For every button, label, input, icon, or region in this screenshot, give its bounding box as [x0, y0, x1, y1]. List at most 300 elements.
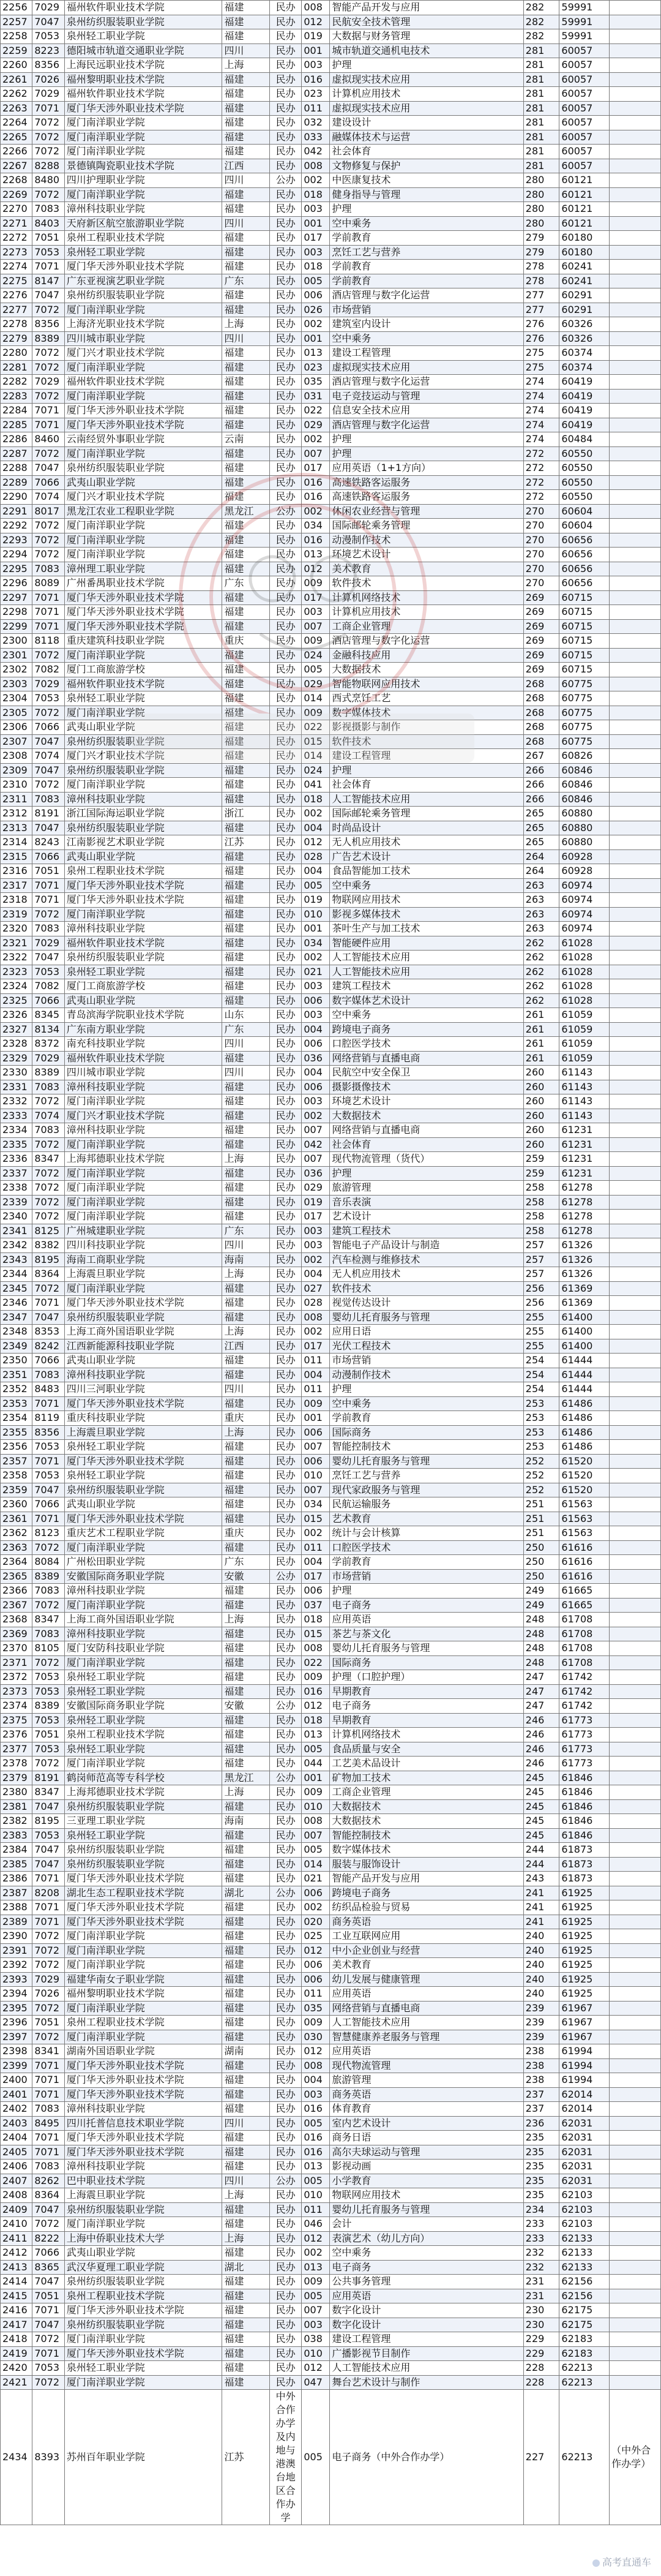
- school-code: 7026: [32, 72, 64, 87]
- school-name: 厦门南洋职业学院: [64, 130, 222, 145]
- table-row: [1, 2260, 661, 2275]
- major-name: 商务英语: [330, 1915, 523, 1929]
- table-row: [1, 446, 661, 461]
- min-score: 231: [523, 2289, 559, 2303]
- school-type: 民办: [269, 590, 301, 605]
- min-score: 230: [523, 2318, 559, 2332]
- major-code: 008: [302, 1310, 330, 1325]
- min-rank: 60419: [559, 389, 610, 404]
- row-index: 2340: [1, 1210, 32, 1224]
- min-rank: 60715: [559, 605, 610, 620]
- min-rank: 62031: [559, 2116, 610, 2131]
- min-rank: 60550: [559, 446, 610, 461]
- min-score: 262: [523, 936, 559, 951]
- note: [610, 2030, 661, 2044]
- note: [610, 1354, 661, 1368]
- major-code: 006: [302, 1037, 330, 1052]
- note: [610, 2145, 661, 2160]
- min-rank: 62133: [559, 2260, 610, 2275]
- min-score: 281: [523, 130, 559, 145]
- min-score: 240: [523, 1987, 559, 2002]
- school-code: 7071: [32, 2145, 64, 2160]
- school-name: 泉州轻工职业学院: [64, 965, 222, 979]
- major-name: 护理: [330, 763, 523, 778]
- min-rank: 61143: [559, 1080, 610, 1094]
- major-name: 护理: [330, 202, 523, 217]
- table-row: [1, 2116, 661, 2131]
- major-code: 021: [302, 965, 330, 979]
- school-code: 7071: [32, 1296, 64, 1311]
- note: [610, 1281, 661, 1296]
- note: [610, 1152, 661, 1167]
- school-code: 7066: [32, 1354, 64, 1368]
- province: 上海: [222, 317, 270, 332]
- school-type: 民办: [269, 1382, 301, 1397]
- min-rank: 60656: [559, 533, 610, 548]
- school-type: 民办: [269, 605, 301, 620]
- school-code: 8119: [32, 1411, 64, 1426]
- province: 福建: [222, 1857, 270, 1872]
- major-name: 网络营销与直播电商: [330, 1051, 523, 1066]
- province: 福建: [222, 893, 270, 908]
- row-index: 2307: [1, 734, 32, 749]
- major-code: 015: [302, 734, 330, 749]
- province: 福建: [222, 29, 270, 44]
- major-name: 舞台艺术设计与制作: [330, 2375, 523, 2390]
- row-index: 2348: [1, 1325, 32, 1339]
- major-name: 电子商务: [330, 1598, 523, 1613]
- school-name: 武夷山职业学院: [64, 849, 222, 864]
- min-rank: 61742: [559, 1670, 610, 1685]
- table-row: [1, 1210, 661, 1224]
- table-row: [1, 1195, 661, 1210]
- school-code: 8460: [32, 432, 64, 447]
- row-index: 2318: [1, 893, 32, 908]
- row-index: 2392: [1, 1958, 32, 1973]
- note: [610, 1785, 661, 1800]
- note: [610, 187, 661, 202]
- school-code: 7071: [32, 1454, 64, 1469]
- province: 福建: [222, 677, 270, 691]
- school-code: 7071: [32, 1872, 64, 1886]
- min-rank: 61231: [559, 1166, 610, 1181]
- major-code: 012: [302, 1699, 330, 1714]
- major-code: 017: [302, 1569, 330, 1584]
- school-code: 7072: [32, 778, 64, 793]
- school-code: 8147: [32, 274, 64, 288]
- min-rank: 61369: [559, 1296, 610, 1311]
- note: [610, 2087, 661, 2102]
- school-name: 厦门华天涉外职业技术学院: [64, 590, 222, 605]
- major-name: 无人机应用技术: [330, 835, 523, 850]
- major-name: 数字化设计: [330, 2318, 523, 2332]
- school-name: 广州松田职业学院: [64, 1555, 222, 1570]
- major-name: 茶叶生产与加工技术: [330, 922, 523, 936]
- major-code: 003: [302, 1094, 330, 1109]
- school-type: 民办: [269, 1857, 301, 1872]
- note: [610, 2058, 661, 2073]
- min-score: 261: [523, 1008, 559, 1023]
- school-code: 8118: [32, 634, 64, 649]
- school-code: 7072: [32, 1210, 64, 1224]
- major-code: 007: [302, 2303, 330, 2318]
- min-rank: 62031: [559, 2145, 610, 2160]
- min-rank: 60291: [559, 303, 610, 317]
- min-rank: 61486: [559, 1411, 610, 1426]
- major-code: 008: [302, 1814, 330, 1829]
- table-row: [1, 1915, 661, 1929]
- min-rank: 61028: [559, 936, 610, 951]
- major-code: 032: [302, 116, 330, 130]
- school-type: 民办: [269, 1238, 301, 1253]
- min-score: 260: [523, 1066, 559, 1080]
- row-index: 2359: [1, 1483, 32, 1497]
- major-name: 烹饪工艺与营养: [330, 245, 523, 260]
- province: 重庆: [222, 1411, 270, 1426]
- school-code: 7047: [32, 1843, 64, 1858]
- table-row: [1, 2275, 661, 2289]
- note: [610, 1900, 661, 1915]
- major-name: 商务英语: [330, 2087, 523, 2102]
- min-score: 238: [523, 2073, 559, 2088]
- note: [610, 303, 661, 317]
- min-rank: 60419: [559, 375, 610, 390]
- school-type: 民办: [269, 2318, 301, 2332]
- major-name: 广播影视节目制作: [330, 2346, 523, 2361]
- row-index: 2378: [1, 1757, 32, 1771]
- note: [610, 2332, 661, 2347]
- table-row: [1, 965, 661, 979]
- major-name: 建筑工程技术: [330, 1224, 523, 1238]
- school-type: 民办: [269, 1440, 301, 1455]
- major-name: 社会体育: [330, 1137, 523, 1152]
- province: 上海: [222, 1267, 270, 1282]
- note: [610, 145, 661, 159]
- min-rank: 60715: [559, 634, 610, 649]
- province: 福建: [222, 605, 270, 620]
- note: [610, 619, 661, 634]
- school-type: 民办: [269, 634, 301, 649]
- province: 广东: [222, 576, 270, 591]
- school-name: 浙江国际海运职业学院: [64, 807, 222, 821]
- school-type: 民办: [269, 1310, 301, 1325]
- school-type: 民办: [269, 130, 301, 145]
- min-score: 259: [523, 1152, 559, 1167]
- row-index: 2268: [1, 173, 32, 188]
- min-score: 248: [523, 1655, 559, 1670]
- school-code: 7053: [32, 1828, 64, 1843]
- min-score: 245: [523, 1799, 559, 1814]
- table-row: [1, 1742, 661, 1757]
- major-code: 005: [302, 1843, 330, 1858]
- major-name: 室内艺术设计: [330, 2116, 523, 2131]
- province: 福建: [222, 72, 270, 87]
- min-score: 270: [523, 504, 559, 519]
- note: [610, 159, 661, 173]
- school-type: 民办: [269, 1368, 301, 1382]
- province: 福建: [222, 375, 270, 390]
- table-row: [1, 936, 661, 951]
- table-row: [1, 346, 661, 361]
- school-type: 民办: [269, 1281, 301, 1296]
- min-rank: 60057: [559, 72, 610, 87]
- note: [610, 907, 661, 922]
- note: [610, 490, 661, 505]
- table-row: [1, 1469, 661, 1483]
- note: [610, 1166, 661, 1181]
- min-score: 229: [523, 2332, 559, 2347]
- table-row: [1, 216, 661, 231]
- min-rank: 61925: [559, 1900, 610, 1915]
- row-index: 2289: [1, 475, 32, 490]
- row-index: 2415: [1, 2289, 32, 2303]
- row-index: 2388: [1, 1900, 32, 1915]
- min-score: 281: [523, 72, 559, 87]
- school-name: 泉州轻工职业学院: [64, 245, 222, 260]
- row-index: 2401: [1, 2087, 32, 2102]
- province: 福建: [222, 1137, 270, 1152]
- row-index: 2324: [1, 979, 32, 994]
- major-name: 电子商务: [330, 2260, 523, 2275]
- table-row: [1, 1396, 661, 1411]
- school-code: 7053: [32, 1469, 64, 1483]
- note: [610, 1066, 661, 1080]
- school-type: 公办: [269, 1699, 301, 1714]
- min-score: 239: [523, 2030, 559, 2044]
- note: [610, 2188, 661, 2203]
- row-index: 2354: [1, 1411, 32, 1426]
- table-row: [1, 1238, 661, 1253]
- school-type: 民办: [269, 2375, 301, 2390]
- school-type: 民办: [269, 490, 301, 505]
- table-row: [1, 951, 661, 965]
- school-code: 7051: [32, 864, 64, 879]
- major-code: 016: [302, 2102, 330, 2117]
- school-code: 7029: [32, 1, 64, 15]
- major-code: 009: [302, 1396, 330, 1411]
- school-name: 漳州科技职业学院: [64, 792, 222, 807]
- province: 福建: [222, 691, 270, 706]
- note: [610, 1713, 661, 1728]
- school-code: 8345: [32, 1008, 64, 1023]
- table-row: [1, 2016, 661, 2030]
- table-row: [1, 159, 661, 173]
- school-code: 7072: [32, 1181, 64, 1196]
- table-row: [1, 1584, 661, 1599]
- school-code: 8223: [32, 43, 64, 58]
- school-name: 重庆科技职业学院: [64, 1411, 222, 1426]
- province: 福建: [222, 2202, 270, 2217]
- school-name: 泉州轻工职业学院: [64, 1742, 222, 1757]
- table-row: [1, 504, 661, 519]
- province: 江苏: [222, 835, 270, 850]
- note: [610, 533, 661, 548]
- school-name: 泉州轻工职业学院: [64, 29, 222, 44]
- table-row: [1, 1843, 661, 1858]
- min-score: 252: [523, 1454, 559, 1469]
- row-index: 2312: [1, 807, 32, 821]
- major-name: 影视多媒体技术: [330, 907, 523, 922]
- row-index: 2347: [1, 1310, 32, 1325]
- major-code: 013: [302, 346, 330, 361]
- school-name: 泉州工程职业技术学院: [64, 1728, 222, 1742]
- school-name: 泉州轻工职业学院: [64, 691, 222, 706]
- min-score: 245: [523, 1785, 559, 1800]
- school-code: 7074: [32, 490, 64, 505]
- note: [610, 1872, 661, 1886]
- school-type: 民办: [269, 375, 301, 390]
- major-code: 038: [302, 2332, 330, 2347]
- school-type: 民办: [269, 2202, 301, 2217]
- school-code: 7047: [32, 2318, 64, 2332]
- note: [610, 951, 661, 965]
- major-name: 空中乘务: [330, 1008, 523, 1023]
- school-name: 广州番禺职业技术学院: [64, 576, 222, 591]
- school-code: 7083: [32, 1123, 64, 1138]
- province: 福建: [222, 1540, 270, 1555]
- min-rank: 60550: [559, 461, 610, 476]
- note: [610, 72, 661, 87]
- row-index: 2284: [1, 404, 32, 418]
- school-type: 民办: [269, 849, 301, 864]
- min-score: 267: [523, 749, 559, 764]
- min-rank: 61400: [559, 1339, 610, 1354]
- school-code: 7047: [32, 2202, 64, 2217]
- school-type: 民办: [269, 1181, 301, 1196]
- school-name: 厦门南洋职业学院: [64, 389, 222, 404]
- min-rank: 62031: [559, 2160, 610, 2174]
- table-row: [1, 1828, 661, 1843]
- school-code: 7051: [32, 2016, 64, 2030]
- min-rank: 60484: [559, 432, 610, 447]
- min-score: 274: [523, 389, 559, 404]
- table-row: [1, 130, 661, 145]
- table-row: [1, 907, 661, 922]
- min-rank: 60775: [559, 691, 610, 706]
- school-name: 安徽国际商务职业学院: [64, 1569, 222, 1584]
- table-row: [1, 993, 661, 1008]
- school-name: 厦门华天涉外职业技术学院: [64, 2073, 222, 2088]
- major-name: 会计: [330, 2217, 523, 2232]
- province: 安徽: [222, 1699, 270, 1714]
- school-type: 民办: [269, 1713, 301, 1728]
- note: [610, 821, 661, 835]
- province: 福建: [222, 1958, 270, 1973]
- row-index: 2264: [1, 116, 32, 130]
- major-code: 001: [302, 1771, 330, 1785]
- school-code: 8347: [32, 1785, 64, 1800]
- school-type: 民办: [269, 29, 301, 44]
- province: 福建: [222, 1713, 270, 1728]
- min-rank: 62103: [559, 2217, 610, 2232]
- school-type: 民办: [269, 1814, 301, 1829]
- major-name: 学前教育: [330, 231, 523, 246]
- school-type: 民办: [269, 260, 301, 274]
- min-rank: 60880: [559, 807, 610, 821]
- major-code: 025: [302, 1929, 330, 1944]
- school-name: 厦门南洋职业学院: [64, 1757, 222, 1771]
- table-row: [1, 1699, 661, 1714]
- school-type: 民办: [269, 346, 301, 361]
- major-name: 婴幼儿托育服务与管理: [330, 1310, 523, 1325]
- major-name: 旅游管理: [330, 1181, 523, 1196]
- major-name: 矿物加工技术: [330, 1771, 523, 1785]
- note: [610, 519, 661, 533]
- min-score: 239: [523, 2001, 559, 2016]
- min-score: 254: [523, 1354, 559, 1368]
- school-name: 上海中侨职业技术大学: [64, 2231, 222, 2246]
- school-name: 厦门南洋职业学院: [64, 116, 222, 130]
- min-score: 282: [523, 15, 559, 29]
- province: 福建: [222, 1094, 270, 1109]
- province: 福建: [222, 1109, 270, 1123]
- min-rank: 61028: [559, 993, 610, 1008]
- min-rank: 61925: [559, 1915, 610, 1929]
- school-name: 厦门南洋职业学院: [64, 2001, 222, 2016]
- province: 江西: [222, 1339, 270, 1354]
- table-row: [1, 1670, 661, 1685]
- school-type: 民办: [269, 1828, 301, 1843]
- school-type: 民办: [269, 2102, 301, 2117]
- major-name: 计算机应用技术: [330, 605, 523, 620]
- school-code: 7072: [32, 389, 64, 404]
- school-code: 8208: [32, 1886, 64, 1900]
- school-name: 泉州轻工职业学院: [64, 1713, 222, 1728]
- row-index: 2272: [1, 231, 32, 246]
- major-name: 商务日语: [330, 2131, 523, 2145]
- table-row: [1, 1, 661, 15]
- school-type: 民办: [269, 1641, 301, 1656]
- major-name: 护理: [330, 1382, 523, 1397]
- school-code: 7029: [32, 87, 64, 102]
- province: 福建: [222, 1943, 270, 1958]
- min-score: 235: [523, 2160, 559, 2174]
- major-code: 004: [302, 1555, 330, 1570]
- province: 上海: [222, 1152, 270, 1167]
- major-code: 005: [302, 2174, 330, 2188]
- row-index: 2350: [1, 1354, 32, 1368]
- min-rank: 60775: [559, 734, 610, 749]
- row-index: 2377: [1, 1742, 32, 1757]
- school-type: 民办: [269, 1224, 301, 1238]
- school-code: 8495: [32, 2116, 64, 2131]
- province: 福建: [222, 2160, 270, 2174]
- school-name: 四川科技职业学院: [64, 1238, 222, 1253]
- school-name: 厦门华天涉外职业技术学院: [64, 404, 222, 418]
- major-name: 计算机网络技术: [330, 590, 523, 605]
- school-name: 漳州科技职业学院: [64, 1123, 222, 1138]
- school-type: 民办: [269, 2289, 301, 2303]
- row-index: 2398: [1, 2044, 32, 2059]
- major-name: 影视动画: [330, 2160, 523, 2174]
- note: [610, 15, 661, 29]
- table-row: [1, 187, 661, 202]
- major-code: 013: [302, 1728, 330, 1742]
- min-score: 250: [523, 1555, 559, 1570]
- note: [610, 2260, 661, 2275]
- school-code: 7066: [32, 475, 64, 490]
- school-type: 民办: [269, 1670, 301, 1685]
- school-type: 民办: [269, 1843, 301, 1858]
- major-code: 028: [302, 849, 330, 864]
- major-name: 空中乘务: [330, 216, 523, 231]
- major-code: 003: [302, 605, 330, 620]
- note: [610, 1641, 661, 1656]
- row-index: 2374: [1, 1699, 32, 1714]
- major-name: 大数据与财务管理: [330, 29, 523, 44]
- school-code: 7029: [32, 1972, 64, 1987]
- school-type: 民办: [269, 2260, 301, 2275]
